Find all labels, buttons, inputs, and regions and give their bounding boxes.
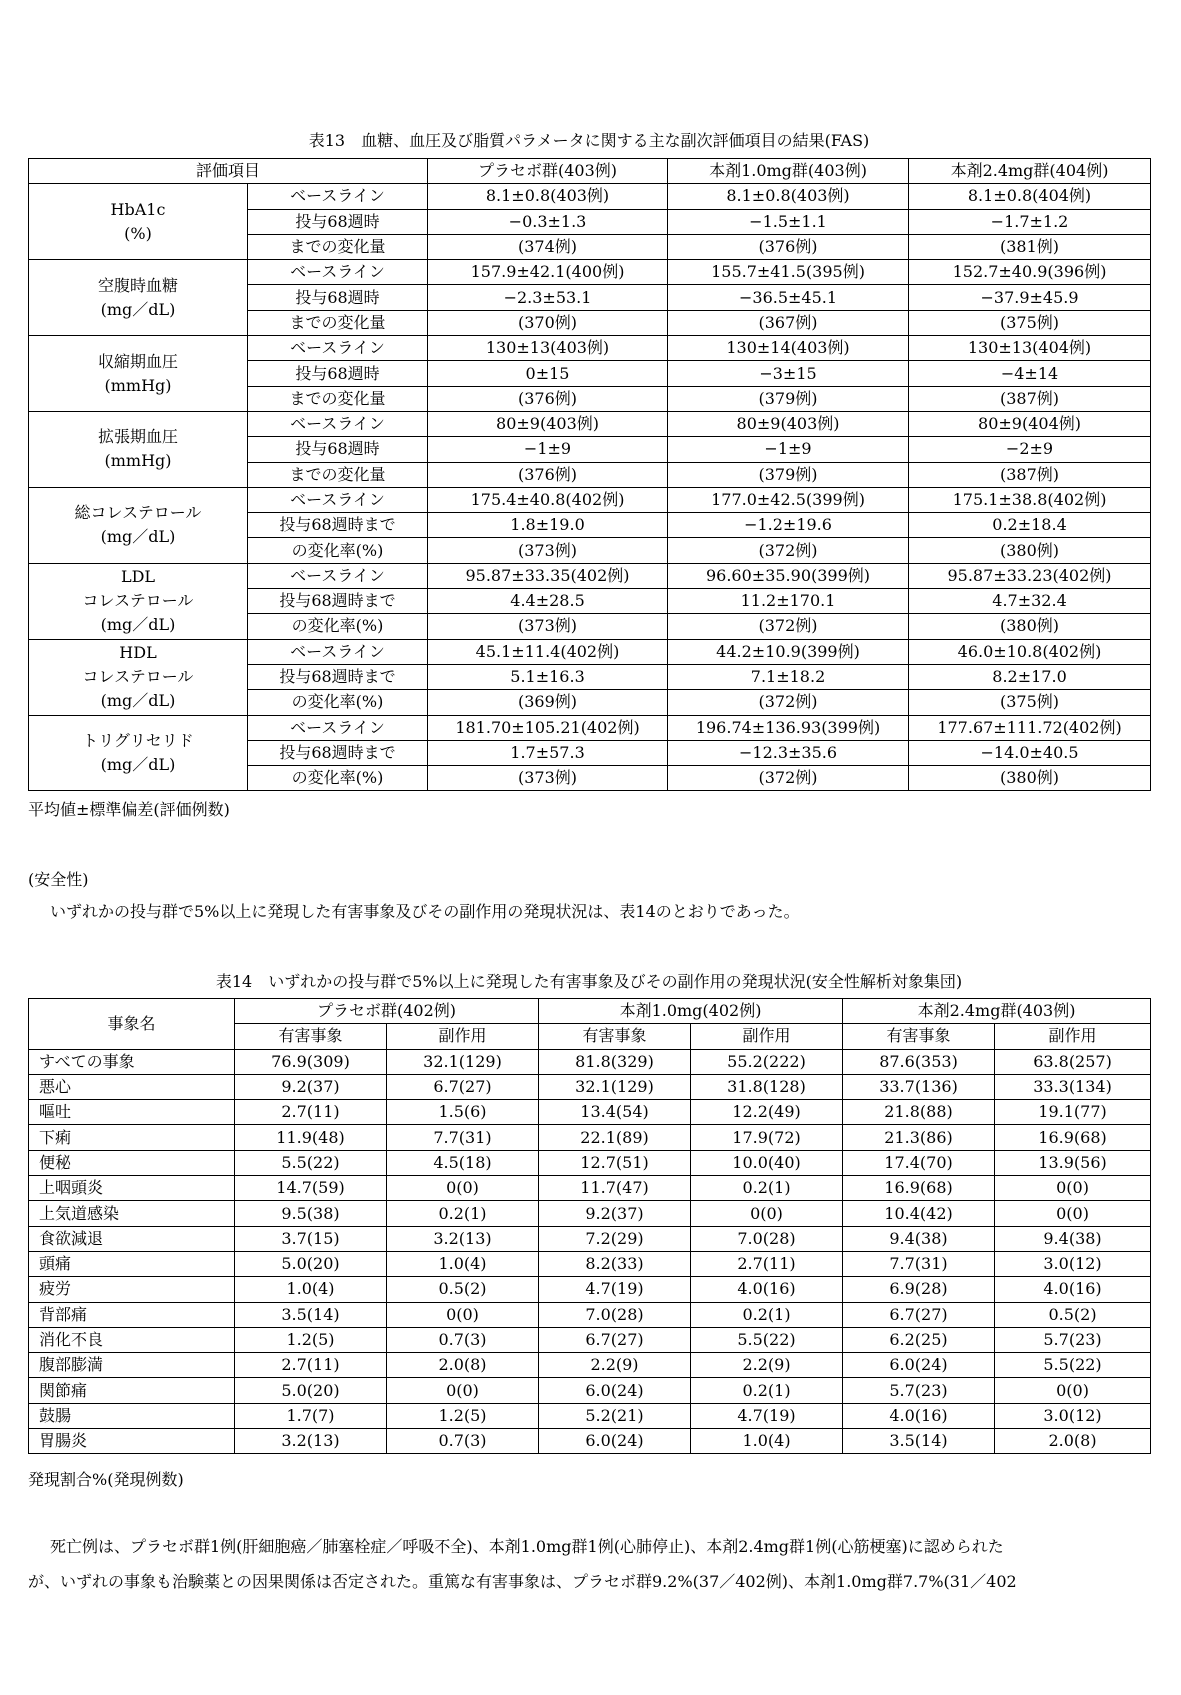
event-value: 3.7(15) <box>235 1226 387 1251</box>
change-value: 7.1±18.2 <box>668 664 909 689</box>
baseline-value: 130±13(403例) <box>428 336 668 361</box>
baseline-value: 130±14(403例) <box>668 336 909 361</box>
baseline-value: 8.1±0.8(403例) <box>668 184 909 209</box>
change-value: −36.5±45.1 <box>668 285 909 310</box>
table-row <box>29 1100 1151 1125</box>
parameter-label <box>29 563 248 639</box>
event-value: 3.2(13) <box>235 1429 387 1454</box>
event-value: 5.5(22) <box>995 1353 1151 1378</box>
baseline-value: 152.7±40.9(396例) <box>909 260 1151 285</box>
event-name: 鼓腸 <box>29 1403 235 1428</box>
sub-header: 有害事象 <box>843 1024 995 1049</box>
baseline-label: ベースライン <box>248 260 428 285</box>
event-value: 17.4(70) <box>843 1150 995 1175</box>
event-value: 9.2(37) <box>235 1074 387 1099</box>
event-value: 16.9(68) <box>843 1176 995 1201</box>
event-value: 0.2(1) <box>387 1201 539 1226</box>
event-value: 6.7(27) <box>387 1074 539 1099</box>
change-n: (376例) <box>428 386 668 411</box>
event-value: 0.2(1) <box>691 1378 843 1403</box>
change-value: −1.2±19.6 <box>668 513 909 538</box>
change-label: までの変化量 <box>248 310 428 335</box>
event-name: 食欲減退 <box>29 1226 235 1251</box>
change-value: −1.7±1.2 <box>909 209 1151 234</box>
change-n: (370例) <box>428 310 668 335</box>
event-value: 9.4(38) <box>843 1226 995 1251</box>
baseline-value: 175.1±38.8(402例) <box>909 487 1151 512</box>
change-n: (372例) <box>668 538 909 563</box>
parameter-label <box>29 336 248 412</box>
change-label: 投与68週時 <box>248 437 428 462</box>
event-value: 21.3(86) <box>843 1125 995 1150</box>
baseline-value: 95.87±33.35(402例) <box>428 563 668 588</box>
event-value: 6.0(24) <box>539 1429 691 1454</box>
change-value: −1.5±1.1 <box>668 209 909 234</box>
parameter-label-line: (mmHg) <box>104 451 172 471</box>
event-value: 4.0(16) <box>843 1403 995 1428</box>
baseline-value: 177.67±111.72(402例) <box>909 715 1151 740</box>
parameter-label-line: コレステロール <box>82 591 194 611</box>
event-value: 6.7(27) <box>843 1302 995 1327</box>
change-n: (373例) <box>428 766 668 791</box>
event-value: 32.1(129) <box>539 1074 691 1099</box>
table13-note: 平均値±標準偏差(評価例数) <box>28 800 230 819</box>
parameter-label <box>29 639 248 715</box>
parameter-label-line: トリグリセリド <box>82 730 194 750</box>
event-value: 5.0(20) <box>235 1251 387 1276</box>
event-name: 背部痛 <box>29 1302 235 1327</box>
event-name: すべての事象 <box>29 1049 235 1074</box>
change-label: までの変化量 <box>248 386 428 411</box>
table-row <box>29 1353 1151 1378</box>
baseline-label: ベースライン <box>248 487 428 512</box>
table13-header-group: 本剤1.0mg群(403例) <box>668 159 909 184</box>
baseline-value: 46.0±10.8(402例) <box>909 639 1151 664</box>
table13-header-group: 本剤2.4mg群(404例) <box>909 159 1151 184</box>
change-value: 1.8±19.0 <box>428 513 668 538</box>
change-n: (374例) <box>428 234 668 259</box>
event-value: 0(0) <box>691 1201 843 1226</box>
baseline-value: 80±9(403例) <box>668 411 909 436</box>
event-value: 0(0) <box>995 1378 1151 1403</box>
parameter-label-line: (%) <box>124 223 152 243</box>
event-value: 0.5(2) <box>387 1277 539 1302</box>
parameter-label <box>29 184 248 260</box>
event-value: 1.7(7) <box>235 1403 387 1428</box>
baseline-label: ベースライン <box>248 639 428 664</box>
baseline-value: 95.87±33.23(402例) <box>909 563 1151 588</box>
baseline-value: 130±13(404例) <box>909 336 1151 361</box>
parameter-label-line: (mmHg) <box>104 375 172 395</box>
event-value: 0(0) <box>387 1378 539 1403</box>
change-n: (381例) <box>909 234 1151 259</box>
change-n: (372例) <box>668 690 909 715</box>
baseline-label: ベースライン <box>248 336 428 361</box>
change-value: 0±15 <box>428 361 668 386</box>
event-value: 19.1(77) <box>995 1100 1151 1125</box>
event-value: 5.5(22) <box>235 1150 387 1175</box>
sub-header: 副作用 <box>691 1024 843 1049</box>
event-value: 5.5(22) <box>691 1327 843 1352</box>
baseline-value: 155.7±41.5(395例) <box>668 260 909 285</box>
event-value: 3.5(14) <box>843 1429 995 1454</box>
table-row <box>29 1201 1151 1226</box>
change-n: (367例) <box>668 310 909 335</box>
event-value: 0.2(1) <box>691 1176 843 1201</box>
change-value: −12.3±35.6 <box>668 740 909 765</box>
group-header: プラセボ群(402例) <box>235 999 539 1024</box>
event-value: 33.7(136) <box>843 1074 995 1099</box>
table-row <box>29 1049 1151 1074</box>
event-value: 0.7(3) <box>387 1327 539 1352</box>
change-value: −4±14 <box>909 361 1151 386</box>
change-n: (375例) <box>909 690 1151 715</box>
event-value: 3.5(14) <box>235 1302 387 1327</box>
event-value: 1.2(5) <box>235 1327 387 1352</box>
event-value: 7.2(29) <box>539 1226 691 1251</box>
baseline-label: ベースライン <box>248 411 428 436</box>
event-value: 33.3(134) <box>995 1074 1151 1099</box>
parameter-label-line: (mg／dL) <box>100 299 176 319</box>
change-value: −2±9 <box>909 437 1151 462</box>
table-row <box>29 1327 1151 1352</box>
event-value: 87.6(353) <box>843 1049 995 1074</box>
change-label: までの変化量 <box>248 234 428 259</box>
event-value: 7.0(28) <box>539 1302 691 1327</box>
change-value: 4.7±32.4 <box>909 589 1151 614</box>
change-n: (387例) <box>909 386 1151 411</box>
table-row <box>29 1226 1151 1251</box>
event-value: 0(0) <box>995 1201 1151 1226</box>
table13-caption: 表13 血糖、血圧及び脂質パラメータに関する主な副次評価項目の結果(FAS) <box>308 131 870 150</box>
change-label: 投与68週時まで <box>248 513 428 538</box>
event-name: 嘔吐 <box>29 1100 235 1125</box>
event-name: 疲労 <box>29 1277 235 1302</box>
change-value: −1±9 <box>428 437 668 462</box>
baseline-value: 96.60±35.90(399例) <box>668 563 909 588</box>
table13-header-item: 評価項目 <box>29 159 428 184</box>
event-value: 17.9(72) <box>691 1125 843 1150</box>
event-value: 0.2(1) <box>691 1302 843 1327</box>
event-value: 9.4(38) <box>995 1226 1151 1251</box>
event-name: 便秘 <box>29 1150 235 1175</box>
change-value: −3±15 <box>668 361 909 386</box>
change-label: 投与68週時 <box>248 361 428 386</box>
baseline-value: 157.9±42.1(400例) <box>428 260 668 285</box>
event-value: 2.7(11) <box>235 1100 387 1125</box>
change-value: 5.1±16.3 <box>428 664 668 689</box>
change-label: の変化率(%) <box>248 690 428 715</box>
baseline-value: 181.70±105.21(402例) <box>428 715 668 740</box>
event-value: 63.8(257) <box>995 1049 1151 1074</box>
event-value: 1.0(4) <box>235 1277 387 1302</box>
baseline-value: 8.1±0.8(404例) <box>909 184 1151 209</box>
change-n: (379例) <box>668 386 909 411</box>
sub-header: 有害事象 <box>235 1024 387 1049</box>
change-value: −1±9 <box>668 437 909 462</box>
parameter-label-line: 空腹時血糖 <box>97 275 178 295</box>
event-value: 6.2(25) <box>843 1327 995 1352</box>
table14-note: 発現割合%(発現例数) <box>28 1470 184 1489</box>
parameter-label-line: HbA1c <box>110 199 166 219</box>
parameter-label-line: HDL <box>119 643 157 663</box>
baseline-value: 177.0±42.5(399例) <box>668 487 909 512</box>
baseline-value: 44.2±10.9(399例) <box>668 639 909 664</box>
baseline-value: 196.74±136.93(399例) <box>668 715 909 740</box>
change-n: (376例) <box>428 462 668 487</box>
event-header: 事象名 <box>29 999 235 1050</box>
table13 <box>28 158 1151 791</box>
safety-heading: (安全性) <box>28 870 89 889</box>
event-value: 5.7(23) <box>995 1327 1151 1352</box>
change-value: 0.2±18.4 <box>909 513 1151 538</box>
parameter-label <box>29 411 248 487</box>
event-name: 消化不良 <box>29 1327 235 1352</box>
event-value: 6.9(28) <box>843 1277 995 1302</box>
parameter-label <box>29 715 248 791</box>
change-label: の変化率(%) <box>248 614 428 639</box>
event-value: 4.0(16) <box>691 1277 843 1302</box>
event-value: 55.2(222) <box>691 1049 843 1074</box>
table-row <box>29 1302 1151 1327</box>
event-value: 4.5(18) <box>387 1150 539 1175</box>
event-value: 2.0(8) <box>387 1353 539 1378</box>
parameter-label-line: LDL <box>120 567 156 587</box>
change-value: −2.3±53.1 <box>428 285 668 310</box>
baseline-label: ベースライン <box>248 563 428 588</box>
event-value: 0.5(2) <box>995 1302 1151 1327</box>
change-n: (380例) <box>909 538 1151 563</box>
change-value: 8.2±17.0 <box>909 664 1151 689</box>
event-value: 4.7(19) <box>539 1277 691 1302</box>
event-value: 4.7(19) <box>691 1403 843 1428</box>
parameter-label-line: (mg／dL) <box>100 527 176 547</box>
event-value: 2.7(11) <box>691 1251 843 1276</box>
event-value: 32.1(129) <box>387 1049 539 1074</box>
event-name: 腹部膨満 <box>29 1353 235 1378</box>
event-value: 1.2(5) <box>387 1403 539 1428</box>
change-n: (380例) <box>909 766 1151 791</box>
event-name: 関節痛 <box>29 1378 235 1403</box>
change-label: の変化率(%) <box>248 538 428 563</box>
table14-caption: 表14 いずれかの投与群で5%以上に発現した有害事象及びその副作用の発現状況(安全性解析対象集団) <box>215 972 963 991</box>
baseline-value: 80±9(404例) <box>909 411 1151 436</box>
change-n: (375例) <box>909 310 1151 335</box>
event-value: 12.2(49) <box>691 1100 843 1125</box>
event-value: 5.0(20) <box>235 1378 387 1403</box>
change-label: までの変化量 <box>248 462 428 487</box>
change-value: −14.0±40.5 <box>909 740 1151 765</box>
event-name: 頭痛 <box>29 1251 235 1276</box>
group-header: 本剤1.0mg(402例) <box>539 999 843 1024</box>
event-value: 6.0(24) <box>843 1353 995 1378</box>
change-value: 1.7±57.3 <box>428 740 668 765</box>
parameter-label-line: (mg／dL) <box>100 691 176 711</box>
table-row <box>29 1429 1151 1454</box>
change-n: (373例) <box>428 614 668 639</box>
event-value: 3.0(12) <box>995 1251 1151 1276</box>
change-n: (372例) <box>668 766 909 791</box>
baseline-value: 8.1±0.8(403例) <box>428 184 668 209</box>
change-value: 4.4±28.5 <box>428 589 668 614</box>
event-value: 0.7(3) <box>387 1429 539 1454</box>
parameter-label-line: (mg／dL) <box>100 754 176 774</box>
deaths-line1: 死亡例は、プラセボ群1例(肝細胞癌／肺塞栓症／呼吸不全)、本剤1.0mg群1例(心肺停止)、本剤2.4mg群1例(心筋梗塞)に認められた <box>50 1537 1004 1556</box>
event-value: 6.7(27) <box>539 1327 691 1352</box>
event-value: 1.0(4) <box>691 1429 843 1454</box>
parameter-label-line: 収縮期血圧 <box>97 351 178 371</box>
change-label: 投与68週時まで <box>248 589 428 614</box>
event-value: 2.2(9) <box>691 1353 843 1378</box>
event-value: 7.7(31) <box>843 1251 995 1276</box>
safety-text: いずれかの投与群で5%以上に発現した有害事象及びその副作用の発現状況は、表14のとおりであった。 <box>50 902 800 921</box>
event-name: 上咽頭炎 <box>29 1176 235 1201</box>
event-name: 胃腸炎 <box>29 1429 235 1454</box>
table14 <box>28 998 1151 1454</box>
change-label: 投与68週時 <box>248 209 428 234</box>
change-value: −37.9±45.9 <box>909 285 1151 310</box>
change-label: 投与68週時 <box>248 285 428 310</box>
event-name: 悪心 <box>29 1074 235 1099</box>
parameter-label <box>29 487 248 563</box>
event-value: 7.0(28) <box>691 1226 843 1251</box>
parameter-label <box>29 260 248 336</box>
parameter-label-line: 総コレステロール <box>74 503 202 523</box>
table-row <box>29 1251 1151 1276</box>
change-n: (376例) <box>668 234 909 259</box>
parameter-label-line: (mg／dL) <box>100 615 176 635</box>
event-name: 下痢 <box>29 1125 235 1150</box>
table-row <box>29 1403 1151 1428</box>
event-value: 13.4(54) <box>539 1100 691 1125</box>
event-value: 7.7(31) <box>387 1125 539 1150</box>
table-row <box>29 1277 1151 1302</box>
change-n: (387例) <box>909 462 1151 487</box>
change-n: (369例) <box>428 690 668 715</box>
sub-header: 副作用 <box>995 1024 1151 1049</box>
sub-header: 有害事象 <box>539 1024 691 1049</box>
event-value: 10.0(40) <box>691 1150 843 1175</box>
event-value: 76.9(309) <box>235 1049 387 1074</box>
baseline-label: ベースライン <box>248 715 428 740</box>
event-value: 0(0) <box>387 1176 539 1201</box>
event-value: 21.8(88) <box>843 1100 995 1125</box>
event-value: 5.2(21) <box>539 1403 691 1428</box>
change-label: 投与68週時まで <box>248 740 428 765</box>
event-value: 11.9(48) <box>235 1125 387 1150</box>
event-value: 6.0(24) <box>539 1378 691 1403</box>
parameter-label-line: 拡張期血圧 <box>97 427 178 447</box>
table-row <box>29 1125 1151 1150</box>
event-value: 9.2(37) <box>539 1201 691 1226</box>
change-label: の変化率(%) <box>248 766 428 791</box>
event-value: 31.8(128) <box>691 1074 843 1099</box>
baseline-value: 45.1±11.4(402例) <box>428 639 668 664</box>
change-n: (373例) <box>428 538 668 563</box>
deaths-line2: が、いずれの事象も治験薬との因果関係は否定された。重篤な有害事象は、プラセボ群9.2%(37／402例)、本剤1.0mg群7.7%(31／402 <box>28 1572 1017 1591</box>
event-value: 2.2(9) <box>539 1353 691 1378</box>
event-value: 2.7(11) <box>235 1353 387 1378</box>
event-value: 0(0) <box>387 1302 539 1327</box>
event-value: 3.0(12) <box>995 1403 1151 1428</box>
event-value: 22.1(89) <box>539 1125 691 1150</box>
event-value: 14.7(59) <box>235 1176 387 1201</box>
baseline-label: ベースライン <box>248 184 428 209</box>
event-value: 3.2(13) <box>387 1226 539 1251</box>
event-value: 0(0) <box>995 1176 1151 1201</box>
event-value: 1.0(4) <box>387 1251 539 1276</box>
event-value: 10.4(42) <box>843 1201 995 1226</box>
event-value: 2.0(8) <box>995 1429 1151 1454</box>
change-label: 投与68週時まで <box>248 664 428 689</box>
event-name: 上気道感染 <box>29 1201 235 1226</box>
event-value: 81.8(329) <box>539 1049 691 1074</box>
event-value: 4.0(16) <box>995 1277 1151 1302</box>
change-n: (380例) <box>909 614 1151 639</box>
table-row <box>29 1150 1151 1175</box>
table-row <box>29 1074 1151 1099</box>
event-value: 8.2(33) <box>539 1251 691 1276</box>
event-value: 11.7(47) <box>539 1176 691 1201</box>
change-value: 11.2±170.1 <box>668 589 909 614</box>
event-value: 9.5(38) <box>235 1201 387 1226</box>
baseline-value: 175.4±40.8(402例) <box>428 487 668 512</box>
event-value: 16.9(68) <box>995 1125 1151 1150</box>
sub-header: 副作用 <box>387 1024 539 1049</box>
event-value: 1.5(6) <box>387 1100 539 1125</box>
event-value: 5.7(23) <box>843 1378 995 1403</box>
change-value: −0.3±1.3 <box>428 209 668 234</box>
change-n: (372例) <box>668 614 909 639</box>
table13-header-group: プラセボ群(403例) <box>428 159 668 184</box>
change-n: (379例) <box>668 462 909 487</box>
baseline-value: 80±9(403例) <box>428 411 668 436</box>
table-row <box>29 1176 1151 1201</box>
event-value: 12.7(51) <box>539 1150 691 1175</box>
parameter-label-line: コレステロール <box>82 667 194 687</box>
table-row <box>29 1378 1151 1403</box>
event-value: 13.9(56) <box>995 1150 1151 1175</box>
group-header: 本剤2.4mg群(403例) <box>843 999 1151 1024</box>
